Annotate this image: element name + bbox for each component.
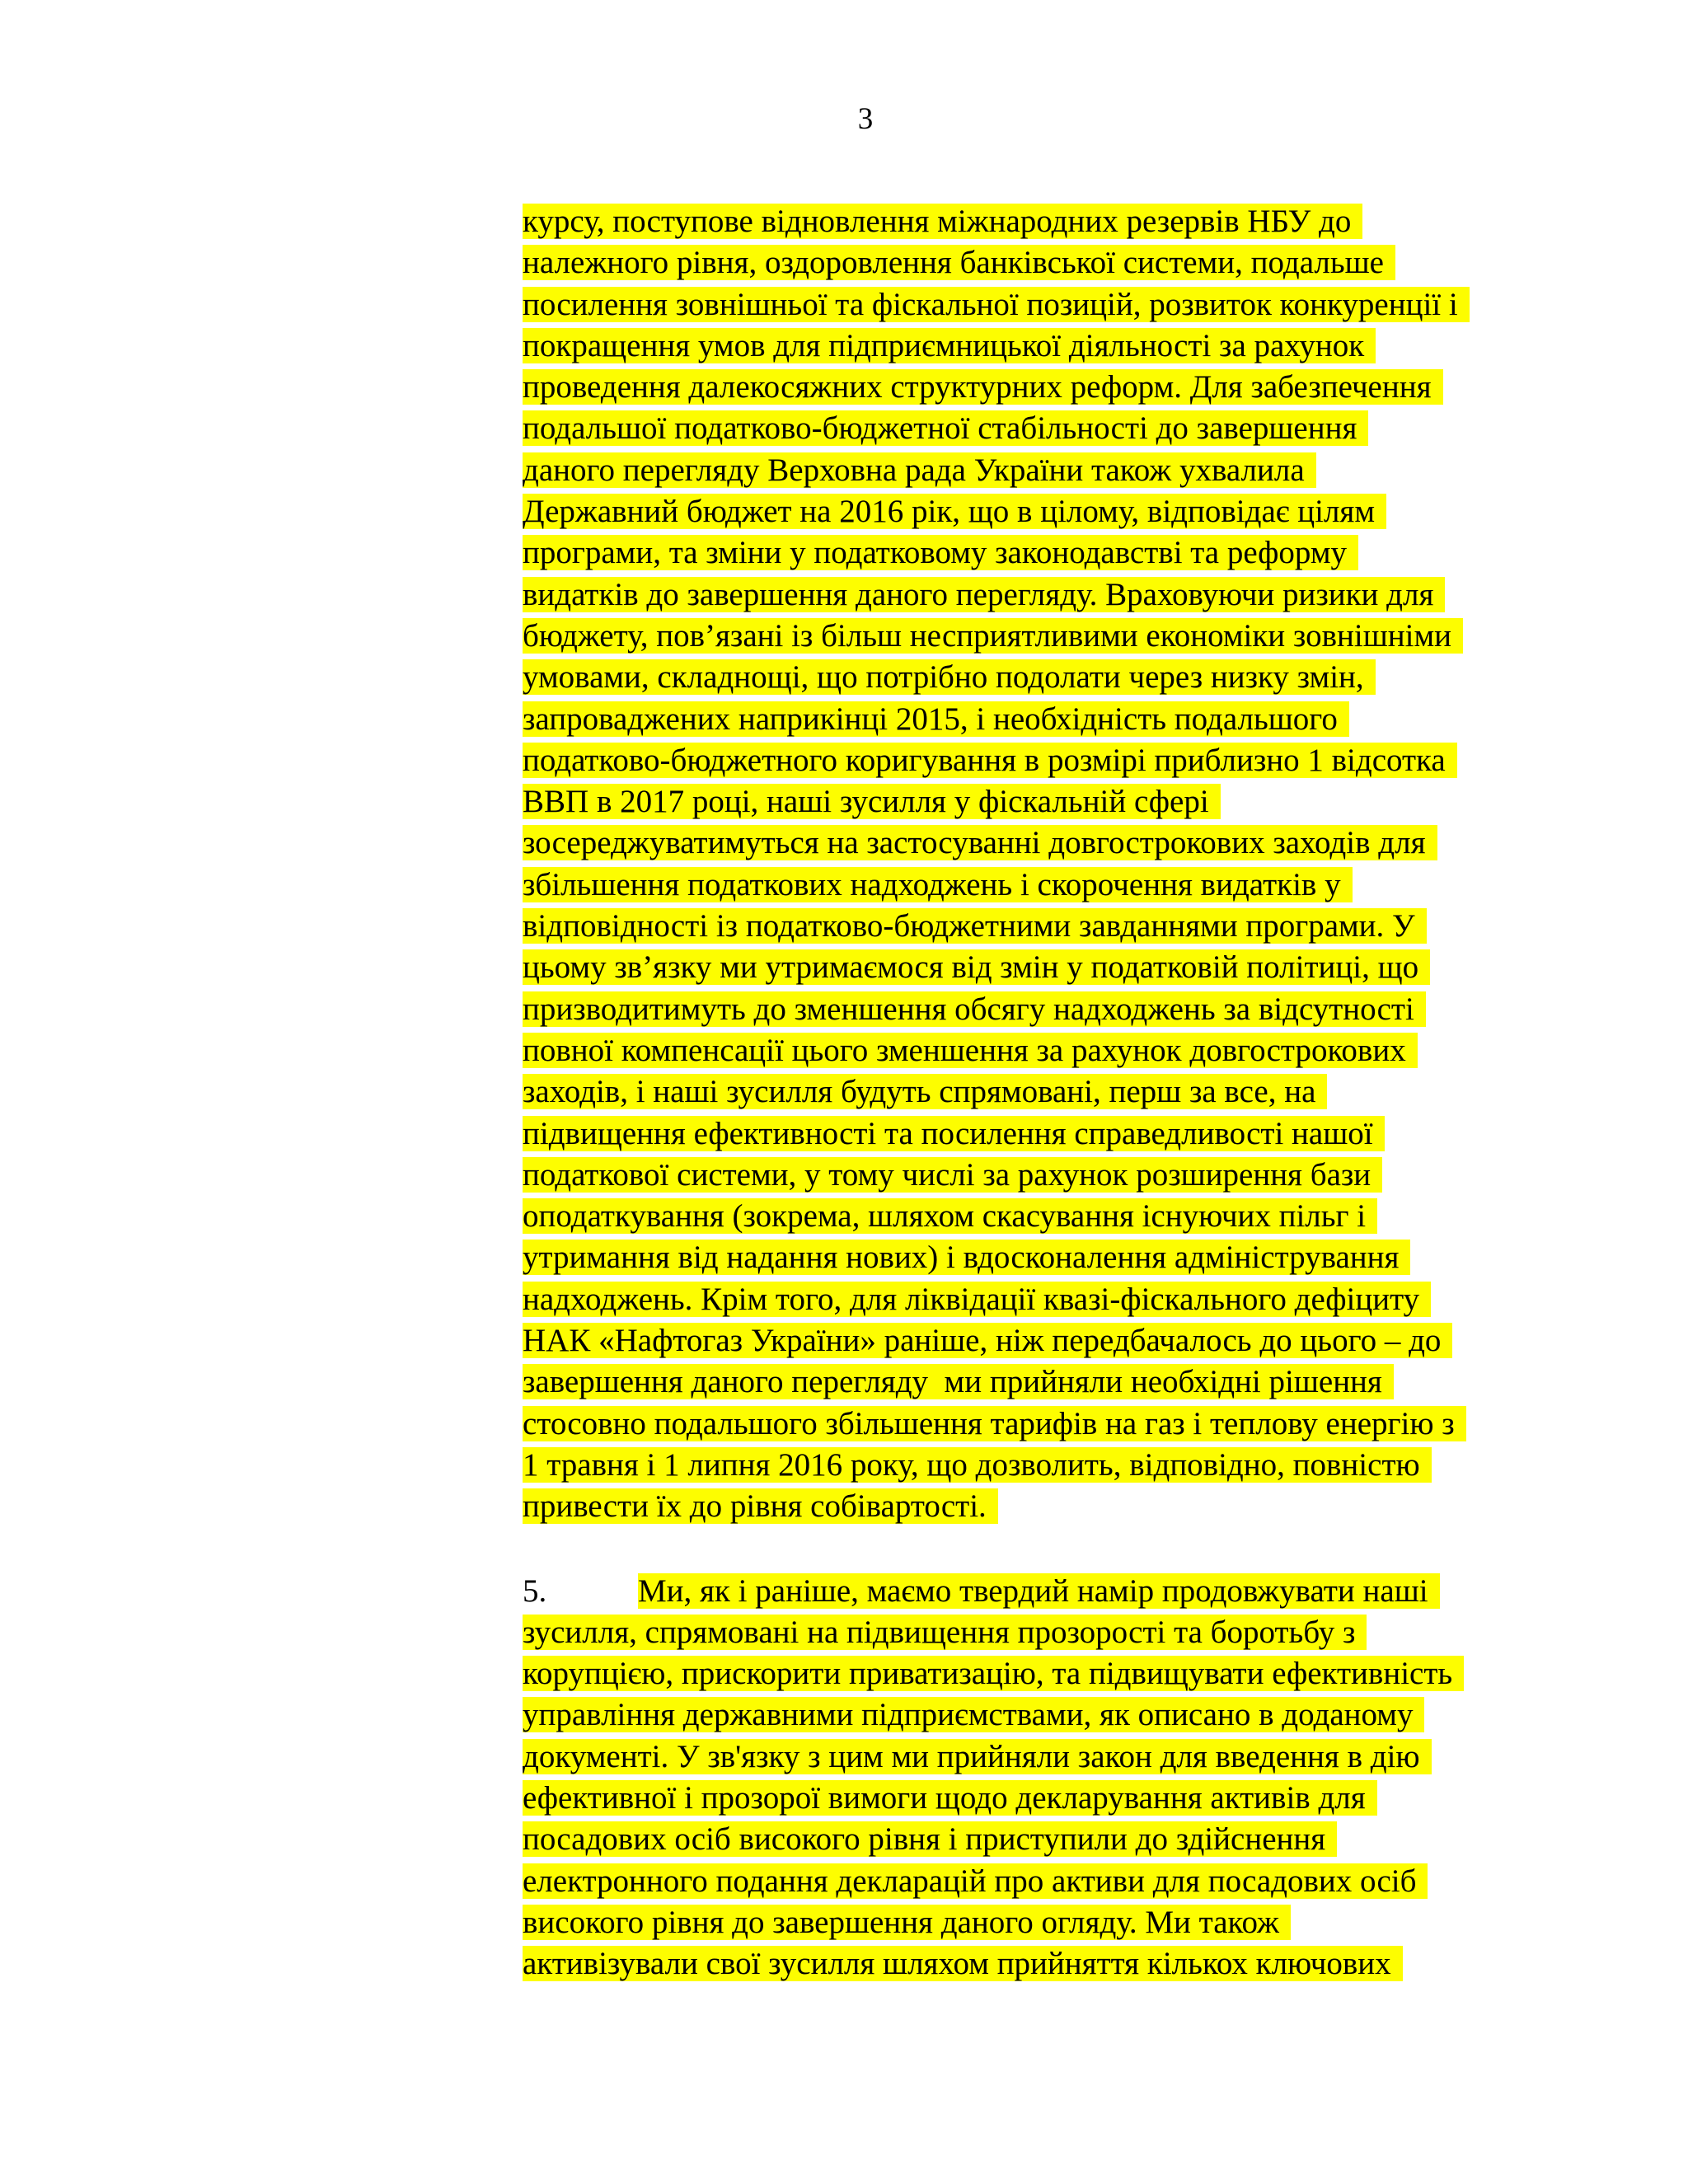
text-line: надходжень. Крім того, для ліквідації квазі-фіскального дефіциту: [523, 1279, 1495, 1320]
text-line: корупцією, прискорити приватизацію, та підвищувати ефективність: [523, 1653, 1495, 1694]
text-line: належного рівня, оздоровлення банківської системи, подальше: [523, 242, 1495, 284]
text-line: збільшення податкових надходжень і скорочення видатків у: [523, 865, 1495, 906]
text-line: НАК «Нафтогаз України» раніше, ніж передбачалось до цього – до: [523, 1320, 1495, 1361]
text-line: посадових осіб високого рівня і приступили до здійснення: [523, 1819, 1495, 1860]
text-line: цьому зв’язку ми утримаємося від змін у податковій політиці, що: [523, 947, 1495, 988]
text-line: зосереджуватимуться на застосуванні довгострокових заходів для: [523, 823, 1495, 864]
text-line: видатків до завершення даного перегляду. Враховуючи ризики для: [523, 574, 1495, 616]
text-line: електронного подання декларацій про активи для посадових осіб: [523, 1861, 1495, 1902]
text-line: відповідності із податково-бюджетними завданнями програми. У: [523, 906, 1495, 947]
text-line: високого рівня до завершення даного огляду. Ми також: [523, 1902, 1495, 1943]
text-line: повної компенсації цього зменшення за рахунок довгострокових: [523, 1030, 1495, 1071]
paragraph-number: 5.: [523, 1572, 547, 1609]
text-line: стосовно подальшого збільшення тарифів на газ і теплову енергію з: [523, 1404, 1495, 1445]
text-line: податково-бюджетного коригування в розмірі приблизно 1 відсотка: [523, 740, 1495, 781]
document-body: [523, 201, 1495, 1985]
text-line: підвищення ефективності та посилення справедливості нашої: [523, 1113, 1495, 1155]
text-line: програми, та зміни у податковому законодавстві та реформу: [523, 532, 1495, 574]
text-line: податкової системи, у тому числі за рахунок розширення бази: [523, 1155, 1495, 1196]
text-line: призводитимуть до зменшення обсягу надходжень за відсутності: [523, 989, 1495, 1030]
text-line: бюджету, пов’язані із більш несприятливими економіки зовнішніми: [523, 616, 1495, 657]
text-line: ВВП в 2017 році, наші зусилля у фіскальній сфері: [523, 781, 1495, 823]
text-line: заходів, і наші зусилля будуть спрямовані, перш за все, на: [523, 1071, 1495, 1113]
paragraph-4: [523, 201, 1495, 1528]
text-line: 1 травня і 1 липня 2016 року, що дозволить, відповідно, повністю: [523, 1445, 1495, 1486]
text-line: даного перегляду Верховна рада України також ухвалила: [523, 450, 1495, 491]
text-line: активізували свої зусилля шляхом прийняття кількох ключових: [523, 1943, 1495, 1985]
paragraph-5: [523, 1571, 1495, 1985]
page-number: 3: [857, 102, 874, 136]
text-line: документі. У зв'язку з цим ми прийняли закон для введення в дію: [523, 1736, 1495, 1778]
text-line: проведення далекосяжних структурних реформ. Для забезпечення: [523, 367, 1495, 408]
paragraph-spacer: [523, 1528, 1495, 1571]
text-line: курсу, поступове відновлення міжнародних резервів НБУ до: [523, 201, 1495, 242]
text-line: оподаткування (зокрема, шляхом скасування існуючих пільг і: [523, 1196, 1495, 1237]
text-line: 5. Ми, як і раніше, маємо твердий намір продовжувати наші: [523, 1571, 1495, 1612]
text-line: запроваджених наприкінці 2015, і необхідність подальшого: [523, 699, 1495, 740]
text-line: посилення зовнішньої та фіскальної позицій, розвиток конкуренції і: [523, 284, 1495, 326]
text-line: умовами, складнощі, що потрібно подолати через низку змін,: [523, 657, 1495, 698]
text-line: завершення даного перегляду ми прийняли необхідні рішення: [523, 1361, 1495, 1403]
text-line: подальшої податково-бюджетної стабільності до завершення: [523, 408, 1495, 449]
text-line: Державний бюджет на 2016 рік, що в цілому, відповідає цілям: [523, 491, 1495, 532]
text-line: зусилля, спрямовані на підвищення прозорості та боротьбу з: [523, 1612, 1495, 1653]
text-line: покращення умов для підприємницької діяльності за рахунок: [523, 326, 1495, 367]
text-line: управління державними підприємствами, як описано в доданому: [523, 1694, 1495, 1736]
text-line: привести їх до рівня собівартості.: [523, 1486, 1495, 1527]
text-line: ефективної і прозорої вимоги щодо декларування активів для: [523, 1778, 1495, 1819]
text-line: утримання від надання нових) і вдосконалення адміністрування: [523, 1237, 1495, 1278]
